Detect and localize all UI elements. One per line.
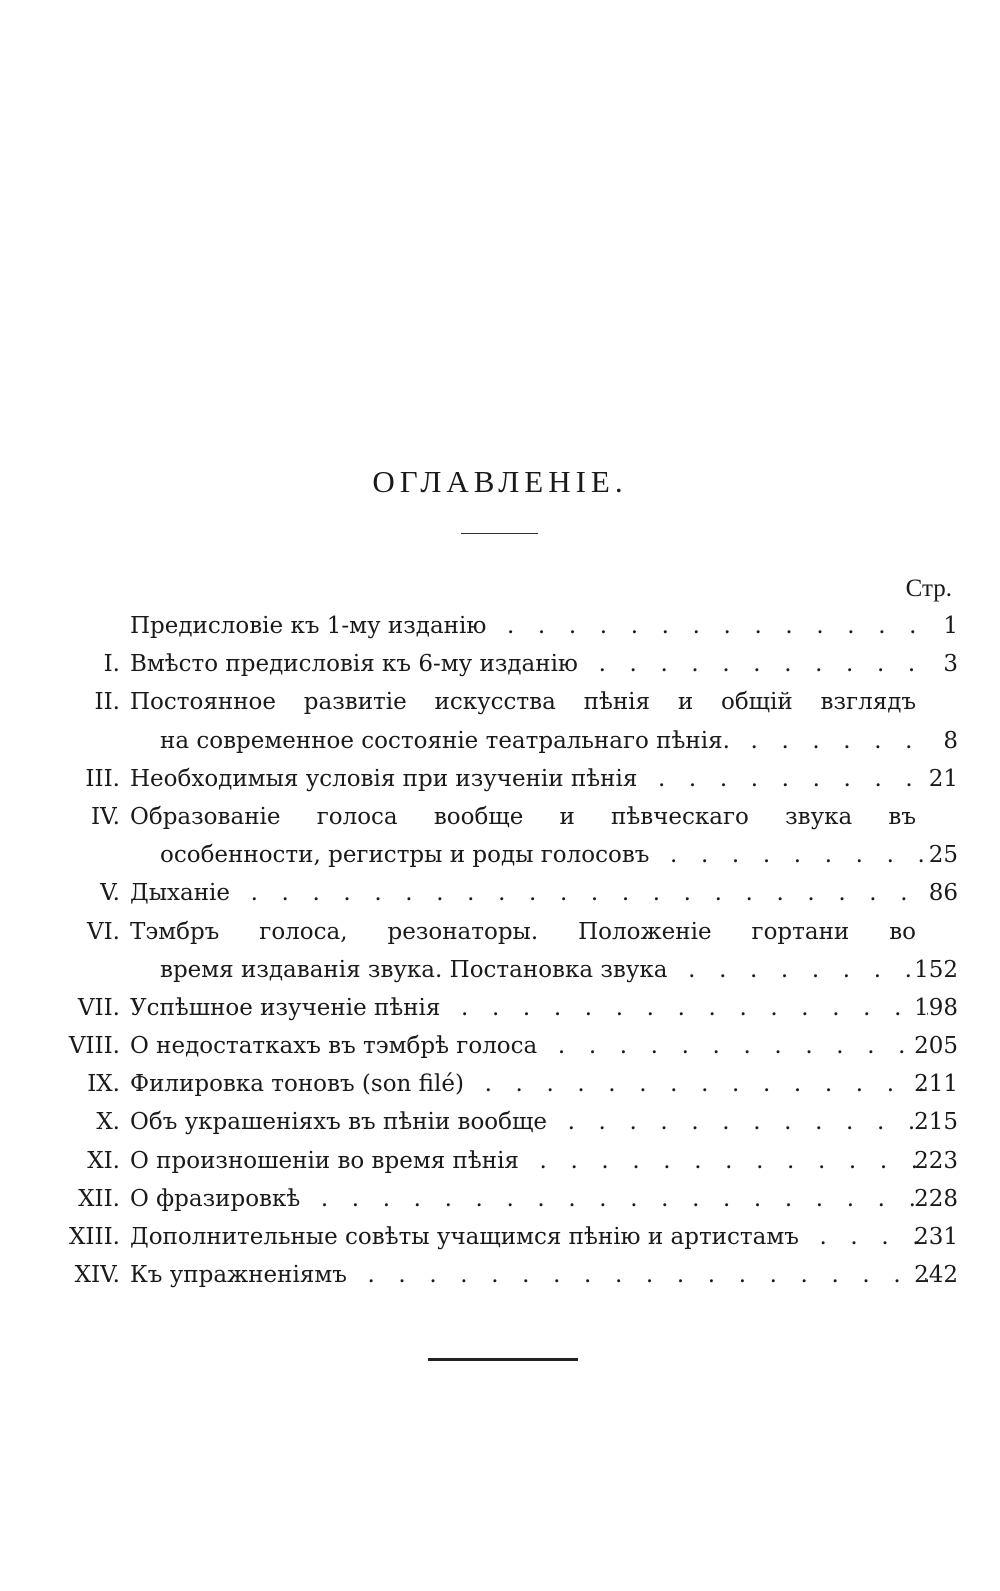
toc-line xyxy=(40,913,958,951)
chapter-number: X. xyxy=(96,1109,120,1136)
page-number: 198 xyxy=(914,994,958,1021)
page-number: 211 xyxy=(914,1071,958,1098)
page-number: 152 xyxy=(914,956,958,983)
chapter-title: время издаванія звука. Постановка звука . . xyxy=(160,951,928,989)
chapter-number: III. xyxy=(85,765,120,792)
chapter-number: XII. xyxy=(78,1185,120,1212)
toc-entry xyxy=(40,989,958,1027)
chapter-title: Дополнительные совѣты учащимся пѣнію и артистамъ . . xyxy=(130,1218,928,1256)
chapter-title: Успѣшное изученіе пѣнія . . xyxy=(130,989,928,1027)
chapter-number: XIII. xyxy=(69,1224,120,1250)
toc-line xyxy=(40,1218,958,1256)
page-number: 223 xyxy=(914,1147,958,1174)
toc-line xyxy=(40,722,958,760)
toc-line xyxy=(40,645,958,683)
toc-line xyxy=(40,1065,958,1103)
toc-line xyxy=(40,1103,958,1141)
chapter-title: особенности, регистры и роды голосовъ . . xyxy=(160,836,928,874)
chapter-title: Дыханіе . . xyxy=(130,874,928,912)
toc-entry xyxy=(40,913,958,989)
chapter-number: II. xyxy=(94,689,120,716)
chapter-number: VIII. xyxy=(68,1033,120,1060)
bottom-divider xyxy=(428,1358,578,1361)
toc-line xyxy=(40,1180,958,1218)
toc-line xyxy=(40,874,958,912)
toc-line xyxy=(40,1142,958,1180)
table-of-contents xyxy=(40,607,958,1294)
page-number: 242 xyxy=(914,1262,958,1289)
page-number: 228 xyxy=(914,1185,958,1212)
toc-entry xyxy=(40,1180,958,1218)
page-number: 215 xyxy=(914,1109,958,1136)
chapter-title: О произношеніи во время пѣнія . . xyxy=(130,1142,928,1180)
page-number: 8 xyxy=(943,727,958,754)
chapter-number: VII. xyxy=(77,994,120,1021)
page-number: 231 xyxy=(914,1224,958,1250)
toc-line xyxy=(40,798,958,836)
chapter-title: Филировка тоновъ (son filé) . . xyxy=(130,1065,928,1103)
toc-line xyxy=(40,1256,958,1294)
chapter-title: Объ украшеніяхъ въ пѣніи вообще . . xyxy=(130,1103,928,1141)
toc-entry xyxy=(40,683,958,759)
toc-line xyxy=(40,683,958,721)
toc-entry xyxy=(40,1218,958,1256)
chapter-title: О недостаткахъ въ тэмбрѣ голоса . . xyxy=(130,1027,928,1065)
chapter-title: Тэмбръ голоса, резонаторы. Положеніе гортани во xyxy=(130,918,916,945)
chapter-title: О фразировкѣ . . xyxy=(130,1180,928,1218)
page-number: 86 xyxy=(928,880,958,907)
chapter-title: Къ упражненіямъ . . xyxy=(130,1256,928,1294)
chapter-number: IV. xyxy=(91,803,120,830)
toc-entry xyxy=(40,874,958,912)
toc-line xyxy=(40,836,958,874)
toc-line xyxy=(40,760,958,798)
chapter-title: Постоянное развитіе искусства пѣнія и общій взглядъ xyxy=(130,689,916,716)
chapter-title: Предисловіе къ 1-му изданію . . xyxy=(130,607,928,645)
chapter-title: Образованіе голоса вообще и пѣвческаго звука въ xyxy=(130,803,916,830)
toc-entry xyxy=(40,1065,958,1103)
chapter-number: XI. xyxy=(87,1147,120,1174)
toc-entry xyxy=(40,1142,958,1180)
toc-entry xyxy=(40,1103,958,1141)
toc-entry xyxy=(40,645,958,683)
page-title: ОГЛАВЛЕНІЕ. xyxy=(372,464,628,499)
toc-entry xyxy=(40,798,958,874)
page-number: 3 xyxy=(943,651,958,678)
chapter-title: на современное состояніе театральнаго пѣнія. . . xyxy=(160,722,928,760)
chapter-number: XIV. xyxy=(74,1262,120,1289)
title-divider xyxy=(461,533,538,534)
page-number: 21 xyxy=(928,765,958,792)
toc-entry xyxy=(40,760,958,798)
toc-line xyxy=(40,951,958,989)
page-number: 25 xyxy=(928,842,958,869)
toc-line xyxy=(40,607,958,645)
toc-entry xyxy=(40,1027,958,1065)
toc-entry xyxy=(40,607,958,645)
chapter-number: V. xyxy=(100,880,120,907)
page-number: 1 xyxy=(943,613,958,639)
chapter-title: Вмѣсто предисловія къ 6-му изданію . . xyxy=(130,645,928,683)
toc-line xyxy=(40,989,958,1027)
toc-line xyxy=(40,1027,958,1065)
page-column-header: Стр. xyxy=(905,575,952,602)
chapter-number: IX. xyxy=(87,1071,120,1098)
chapter-number: VI. xyxy=(86,918,120,945)
toc-entry xyxy=(40,1256,958,1294)
chapter-title: Необходимыя условія при изученіи пѣнія . . xyxy=(130,760,928,798)
chapter-number: I. xyxy=(103,651,120,678)
page-number: 205 xyxy=(914,1033,958,1060)
